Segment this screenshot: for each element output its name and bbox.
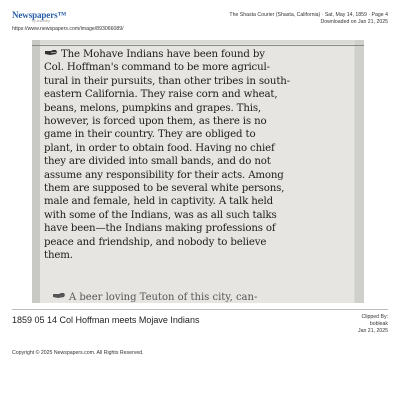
article-line: them are supposed to be several white persons,	[44, 183, 285, 195]
article-line: them.	[44, 250, 73, 262]
article-line: assume any responsibility for their acts. Among	[44, 169, 284, 181]
article-body	[44, 48, 340, 263]
article-line: however, is forced upon them, as there is no	[44, 116, 267, 128]
article-first-line	[44, 48, 340, 61]
article-line: eastern California. They raise corn and wheat,	[44, 89, 278, 101]
article-line: The Mohave Indians have been found by	[61, 49, 265, 60]
clipping-title: 1859 05 14 Col Hoffman meets Mojave Indians	[12, 315, 200, 325]
copyright-notice: Copyright © 2025 Newspapers.com. All Rights Reserved.	[12, 350, 144, 356]
footer-divider	[12, 309, 388, 310]
publication-info	[229, 12, 388, 27]
clipped-by-label: Clipped By:	[361, 314, 388, 320]
manicule-icon	[44, 49, 58, 56]
article-line: beans, melons, pumpkins and grapes. This,	[44, 102, 262, 114]
article-line: male and female, held in captivity. A talk held	[44, 196, 274, 208]
article-line: tural in their pursuits, than other tribes in south-	[44, 75, 290, 87]
column-top-rule	[32, 45, 364, 46]
page-header	[0, 0, 400, 38]
article-line: peace and friendship, and nobody to believe	[44, 236, 267, 248]
next-article-fragment	[52, 292, 257, 303]
download-date: Downloaded on Jan 21, 2025	[320, 19, 388, 26]
publication-line: The Shasta Courier (Shasta, California) · Sat, May 14, 1859 · Page 4	[229, 12, 388, 18]
adjacent-column-right	[355, 40, 364, 303]
logo-text: Newspapers	[12, 10, 58, 20]
clipping-meta	[358, 314, 388, 335]
adjacent-column-left	[32, 40, 40, 303]
next-article-line: A beer loving Teuton of this city, can-	[69, 292, 258, 303]
clipped-by-user[interactable]: bobleak	[369, 321, 388, 327]
article-line: they are divided into small bands, and do not	[44, 156, 271, 168]
article-line: with some of the Indians, was as all such talks	[44, 209, 277, 221]
clipped-date: Jan 21, 2025	[358, 328, 388, 334]
logo-trademark: ™	[57, 10, 67, 20]
article-line: game in their country. They are obliged to	[44, 129, 256, 141]
manicule-icon	[52, 292, 66, 299]
article-line: plant, in order to obtain food. Having no chief	[44, 142, 275, 154]
article-line: have been—the Indians making professions of	[44, 223, 276, 235]
newspaper-clipping	[32, 40, 364, 303]
logo-byline: by ancestry	[32, 19, 50, 23]
article-line: Col. Hoffman's command to be more agricul-	[44, 62, 270, 74]
source-url[interactable]: https://www.newspapers.com/image/893066089/	[12, 26, 124, 32]
